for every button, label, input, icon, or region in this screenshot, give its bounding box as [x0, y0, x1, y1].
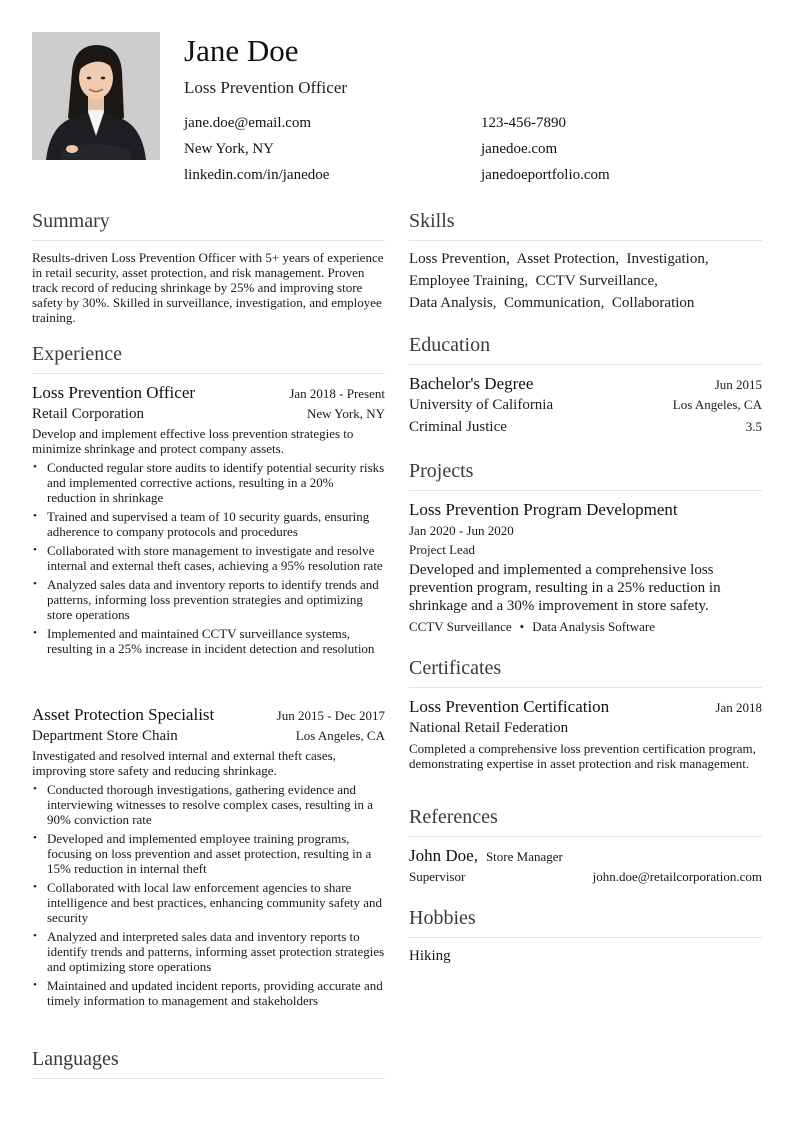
skill-item: Employee Training, [409, 273, 529, 289]
references-divider [409, 836, 762, 837]
education-gpa: 3.5 [745, 419, 762, 434]
contact-email[interactable]: jane.doe@email.com [184, 115, 312, 131]
contact-website[interactable]: janedoe.com [481, 141, 558, 157]
education-divider [409, 364, 762, 365]
job-bullet: • Analyzed and interpreted sales data and inventory reports to identify trends and patterns, informing asset protection strategies and optimizing store operations [32, 929, 385, 974]
certificate-description: Completed a comprehensive loss prevention certification program, demonstrating expertise in asset protection and risk management. [409, 741, 756, 771]
tag-separator: • [519, 619, 525, 634]
job-bullet: • Implemented and maintained CCTV surveillance systems, resulting in a 25% increase in incident detection and resolution [32, 626, 385, 656]
skills-divider [409, 240, 762, 241]
job-location: New York, NY [306, 406, 385, 421]
education-location: Los Angeles, CA [672, 397, 762, 412]
education-school: University of California [409, 397, 554, 413]
reference-position: Store Manager [485, 849, 563, 864]
languages-heading: Languages [32, 1048, 119, 1070]
job-bullet: • Collaborated with store management to investigate and resolve internal and external theft cases, achieving a 95% resolution rate [32, 543, 385, 573]
certificate-title: Loss Prevention Certification [409, 697, 610, 716]
certificates-heading: Certificates [409, 657, 502, 679]
experience-entry [32, 383, 385, 660]
job-location: Los Angeles, CA [295, 728, 385, 743]
job-company: Retail Corporation [32, 406, 145, 422]
education-degree: Bachelor's Degree [409, 374, 534, 393]
education-heading: Education [409, 334, 491, 356]
candidate-name: Jane Doe [184, 33, 299, 68]
project-description: Developed and implemented a comprehensive loss prevention program, resulting in a 25% reduction in shrinkage and a 30% improvement in store safety. [409, 562, 721, 614]
job-bullet: • Conducted regular store audits to identify potential security risks and implemented corrective actions, resulting in a 20% reduction in shrinkage [32, 460, 385, 505]
contact-location: New York, NY [184, 141, 275, 157]
certificate-entry [409, 697, 762, 771]
project-title: Loss Prevention Program Development [409, 500, 678, 519]
skills-heading: Skills [409, 210, 455, 232]
job-bullets [32, 782, 385, 1008]
references-heading: References [409, 806, 498, 828]
profile-photo-portrait [32, 32, 160, 160]
job-dates: Jan 2018 - Present [289, 386, 385, 401]
skill-item: Collaboration [611, 295, 695, 311]
skill-item: Data Analysis, [409, 295, 497, 311]
skills-list [409, 248, 762, 314]
job-bullet: • Maintained and updated incident reports, providing accurate and timely information to management and stakeholders [32, 978, 385, 1008]
project-role: Project Lead [409, 542, 476, 557]
projects-divider [409, 490, 762, 491]
contact-phone[interactable]: 123-456-7890 [481, 115, 566, 131]
summary-heading: Summary [32, 210, 110, 232]
skill-item: Communication, [504, 295, 605, 311]
reference-entry [409, 846, 762, 886]
project-tag: CCTV Surveillance [409, 619, 512, 634]
summary-text: Results-driven Loss Prevention Officer with 5+ years of experience in retail security, asset protection, and risk management. Proven track record of reducing shrinkage by 25% and improving store safety by 30%. Skilled in surveillance, investigation, and employee training. [32, 250, 384, 325]
job-description: Investigated and resolved internal and external theft cases, improving store safety and reducing shrinkage. [32, 748, 336, 778]
education-entry [409, 374, 762, 440]
job-bullet: • Analyzed sales data and inventory reports to identify trends and patterns, informing loss prevention strategies and optimizing store operations [32, 577, 385, 622]
project-tag: Data Analysis Software [532, 619, 655, 634]
languages-divider [32, 1078, 385, 1079]
skill-item: Asset Protection, [516, 251, 620, 267]
profile-photo [32, 32, 160, 160]
reference-email[interactable]: john.doe@retailcorporation.com [592, 869, 762, 884]
job-bullet: • Collaborated with local law enforcement agencies to share intelligence and best practices, enhancing community safety and security [32, 880, 385, 925]
skill-item: CCTV Surveillance, [535, 273, 658, 289]
job-bullets [32, 460, 385, 656]
hobbies-divider [409, 937, 762, 938]
hobby-item: Hiking [409, 948, 451, 964]
project-entry [409, 500, 762, 635]
job-description: Develop and implement effective loss prevention strategies to minimize shrinkage and protect company assets. [32, 426, 354, 456]
certificate-issuer: National Retail Federation [409, 720, 569, 736]
project-dates: Jan 2020 - Jun 2020 [409, 523, 514, 538]
experience-divider [32, 373, 385, 374]
experience-entry [32, 705, 385, 1012]
job-bullet: • Developed and implemented employee training programs, focusing on loss prevention and asset protection, resulting in a 15% reduction in internal theft [32, 831, 385, 876]
education-field: Criminal Justice [409, 419, 507, 435]
hobbies-heading: Hobbies [409, 907, 476, 929]
experience-heading: Experience [32, 343, 122, 365]
project-tags [409, 619, 762, 635]
summary-divider [32, 240, 385, 241]
contact-portfolio[interactable]: janedoeportfolio.com [481, 167, 610, 183]
skill-item: Loss Prevention, [409, 251, 510, 267]
job-title: Asset Protection Specialist [32, 705, 215, 724]
reference-relation: Supervisor [409, 869, 466, 884]
job-bullet: • Conducted thorough investigations, gathering evidence and interviewing witnesses to resolve complex cases, resulting in a 90% conviction rate [32, 782, 385, 827]
skill-item: Investigation, [626, 251, 709, 267]
job-bullet: • Trained and supervised a team of 10 security guards, ensuring adherence to company protocols and procedures [32, 509, 385, 539]
job-dates: Jun 2015 - Dec 2017 [276, 708, 385, 723]
contact-linkedin[interactable]: linkedin.com/in/janedoe [184, 167, 330, 183]
candidate-title: Loss Prevention Officer [184, 78, 348, 97]
certificate-date: Jan 2018 [715, 700, 762, 715]
education-date: Jun 2015 [714, 377, 762, 392]
reference-name: John Doe, [409, 846, 478, 865]
job-title: Loss Prevention Officer [32, 383, 196, 402]
projects-heading: Projects [409, 460, 474, 482]
job-company: Department Store Chain [32, 728, 178, 744]
certificates-divider [409, 687, 762, 688]
